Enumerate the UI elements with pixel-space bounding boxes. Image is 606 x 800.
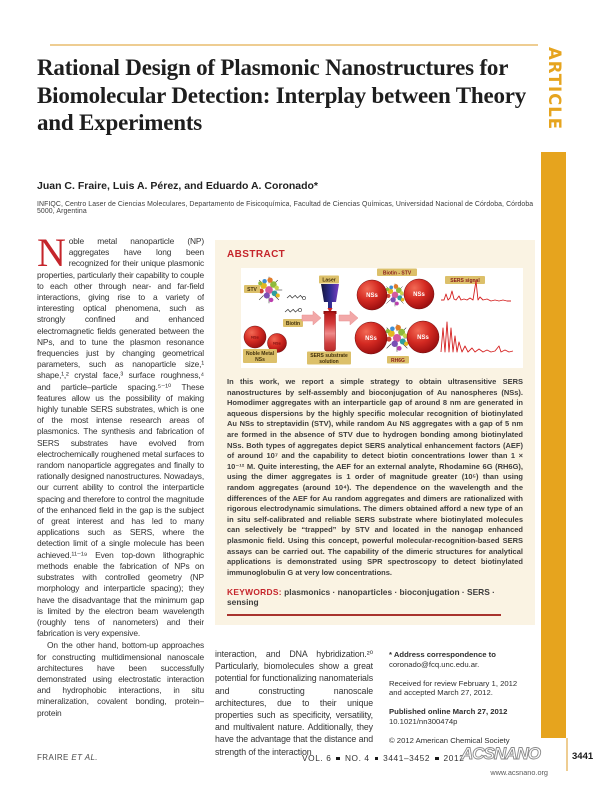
continuation-column: interaction, and DNA hybridization.²⁰ Particularly, biomolecules show a great potential for functionalizing nanomaterials and constructing nanoscale architectures, due to their unique properties such as specificity, versatility, and multivalent nature. Additionally, they have the advantage that the distance and strength of the interaction	[215, 649, 373, 757]
intro-paragraph-1-text: oble metal nanoparticle (NP) aggregates have long been recognized for their unique plasmonic properties, particularly their capability to couple to each other through near- and far-field interactions, giving rise to a variety of interesting optical phenomena, such as strongly confined and enhanced electromagnetic fields generated between the NPs, and to tune the plasmon resonance frequencies just by changing geometrical parameters, such as nanoparticle size,¹ shape,¹,² crystal face,³ surface roughness,⁴ and particle–particle spacing.⁵⁻¹⁰ These features allow us the possibility of making highly tunable SERS substrates, which is one of the most intense research areas of plasmonics. The synthesis and fabrication of SERS substrates have evolved from electrochemically roughened metal surfaces to random nanoparticle aggregates and finally to rationally designed nanostructures. Nowadays, our current ability to control the interparticle spacing and therefore to control the magnitude of the enhanced field in the gap is the subject of great interest and has led to many applications such as SERS, where the detection limit of a single molecule has been achieved.¹¹⁻¹⁹ Even top-down lithographic methods enable the fabrication of NPs on substrates with controlled geometry (NP morphology and interparticle spacing); they have the disadvantage that the minimum gap is limited by the electron beam wavelength (roughly tens of nanometers) and their fabrication is very expensive.	[37, 236, 204, 639]
footer-citation	[302, 753, 464, 763]
graphical-abstract-figure	[241, 268, 523, 368]
laser-label: Laser	[322, 277, 336, 284]
separator-square	[336, 757, 340, 761]
footer-year: 2012	[443, 753, 465, 763]
footer-pages: 3441–3452	[383, 753, 431, 763]
side-accent-bar	[541, 152, 566, 738]
running-head-authors	[37, 753, 98, 762]
footer-accent-tick	[566, 738, 568, 771]
keywords-line	[227, 587, 523, 607]
noble-metal-label-line2: NSs	[255, 357, 265, 363]
correspondence-label: * Address correspondence to	[389, 650, 496, 659]
separator-square	[375, 757, 379, 761]
rh6g-label: RH6G	[391, 357, 405, 364]
nanosphere-label: NSs	[417, 335, 429, 341]
copyright-note: © 2012 American Chemical Society	[389, 735, 510, 745]
noble-metal-label-line1: Noble Metal	[245, 351, 275, 357]
abstract-heading: ABSTRACT	[227, 249, 286, 260]
nanosphere-label: NSs	[273, 340, 281, 346]
nanosphere-label: NSs	[413, 292, 425, 298]
intro-paragraph-2: On the other hand, bottom-up approaches for constructing multidimensional nanoscale architectures have been successfully demonstrated using electrostatic interaction and hydrophobic interactions, in situ mineralization, covalent bonding, protein–protein	[37, 640, 204, 718]
correspondence-note	[389, 650, 535, 670]
received-line2: and accepted March 27, 2012.	[389, 688, 493, 698]
footer-no: NO. 4	[344, 753, 370, 763]
received-note	[389, 679, 535, 699]
biotin-label: Biotin	[285, 321, 301, 327]
keywords-text: plasmonics · nanoparticles · bioconjugation · SERS · sensing	[227, 587, 495, 608]
substrate-label-line2: solution	[319, 359, 339, 365]
drop-cap: N	[37, 236, 66, 275]
separator-square	[435, 757, 439, 761]
intro-column	[37, 236, 204, 750]
abstract-text: In this work, we report a simple strategy to obtain ultrasensitive SERS nanostructures by self-assembly and bioconjugation of Au nanospheres (NSs). Homodimer aggregates with an interparticle gap of around 8 nm are generated in aqueous dispersions by the highly specific molecular recognition of biotinylated Au NSs to streptavidin (STV), while random Au NS aggregates with a gap of 5 nm are formed in the absence of STV due to hydrogen bonding among biotinylated NSs. Both types of aggregates depict SERS analytical enhancement factors (AEF) of around 10⁷ and the capability to detect biotin concentrations lower than 1 × 10⁻¹² M. Quite interesting, the AEF for an external analyte, Rhodamine 6G (RH6G), using the dimer aggregates is 1 order of magnitude greater (10⁵) than using random aggregates (around 10⁴). The dependence on the wavelength and the differences of the AEF for Au random aggregates and dimers are rationalized with rigorous electrodynamic simulations. The dimers obtained afford a new type of an in situ self-calibrated and reliable SERS substrate where biotinylated molecules can selectively be “trapped” by STV and located in the nanogap enhanced plasmonic field. Using this concept, powerful molecular-recognition-based SERS assays can be carried out. The capability of the dimeric structures for analytical applications is demonstrated using SPR spectroscopy to detect biotinylated immunoglobulin G at very low concentrations.	[227, 377, 523, 577]
footer-vol: VOL. 6	[302, 753, 332, 763]
page-number: 3441	[572, 751, 594, 762]
acsnano-logo-text: ACSNANO	[461, 744, 540, 763]
nanosphere-label: NSs	[366, 293, 378, 299]
doi[interactable]: 10.1021/nn300474p	[389, 716, 458, 726]
biotin-stv-label: Biotin - STV	[382, 270, 412, 277]
running-authors-etal: ET AL.	[71, 753, 98, 762]
authors-line: Juan C. Fraire, Luis A. Pérez, and Eduardo A. Coronado*	[37, 180, 319, 192]
sers-substrate-cuvette	[325, 312, 336, 351]
nanosphere-label: NSs	[365, 336, 377, 342]
intro-paragraph-1	[37, 236, 204, 639]
running-authors: FRAIRE	[37, 753, 69, 762]
abstract-box	[215, 240, 535, 625]
published-note	[389, 707, 535, 727]
correspondence-email[interactable]: coronado@fcq.unc.edu.ar.	[389, 659, 480, 669]
journal-website[interactable]: www.acsnano.org	[490, 768, 548, 777]
article-type-badge: ARTICLE	[545, 47, 564, 131]
sers-signal-label: SERS signal	[450, 278, 480, 284]
published-line: Published online March 27, 2012	[389, 707, 508, 717]
page-title: Rational Design of Plasmonic Nanostructures for Biomolecular Detection: Interplay between Theory and Experiments	[37, 55, 527, 135]
substrate-label-line1: SERS substrate	[310, 353, 348, 359]
top-divider	[50, 44, 538, 46]
affiliation-line: INFIQC, Centro Laser de Ciencias Moleculares, Departamento de Fisicoquímica, Facultad de Ciencias Químicas, Universidad Nacional de Córdoba, Córdoba 5000, Argentina	[37, 201, 534, 215]
nanosphere-label: NSs	[251, 334, 259, 340]
acsnano-logo	[459, 740, 549, 771]
keywords-divider	[227, 614, 501, 616]
keywords-label: KEYWORDS:	[227, 587, 282, 598]
received-line1: Received for review February 1, 2012	[389, 678, 518, 688]
margin-notes	[389, 650, 535, 755]
stv-label: STV	[247, 287, 257, 293]
